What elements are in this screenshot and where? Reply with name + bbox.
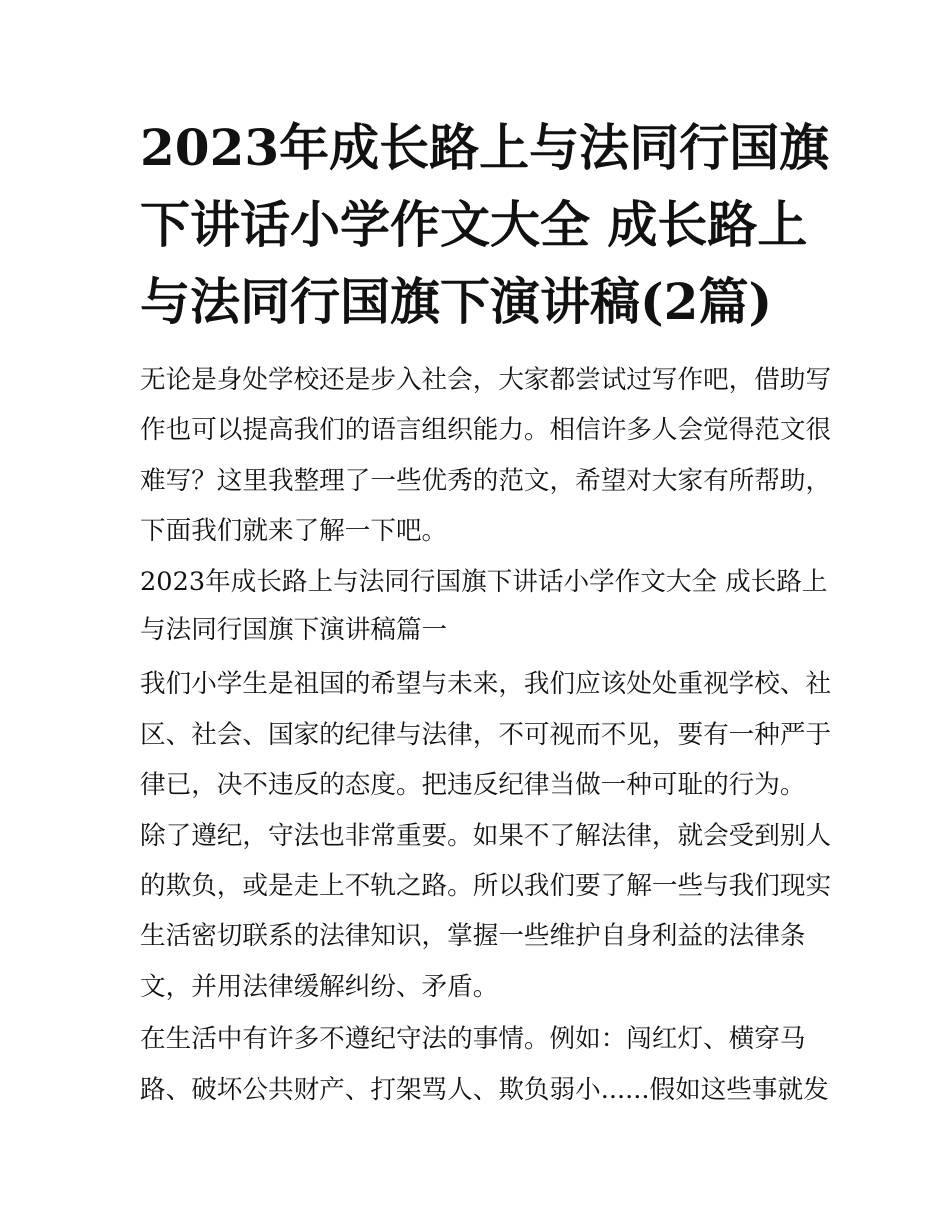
body-line: 作也可以提高我们的语言组织能力。相信许多人会觉得范文很 <box>140 415 832 445</box>
body-line: 除了遵纪，守法也非常重要。如果不了解法律，就会受到别人 <box>140 821 832 851</box>
body-line: 生活密切联系的法律知识，掌握一些维护自身利益的法律条 <box>140 921 806 951</box>
body-line: 我们小学生是祖国的希望与未来，我们应该处处重视学校、社 <box>140 669 832 699</box>
section-heading-line: 2023年成长路上与法同行国旗下讲话小学作文大全 成长路上 <box>140 567 828 597</box>
body-line: 文，并用法律缓解纠纷、矛盾。 <box>140 972 499 1002</box>
title-line-3: 与法同行国旗下演讲稿(2篇) <box>140 272 773 331</box>
section-heading-line: 与法同行国旗下演讲稿篇一 <box>140 615 448 645</box>
body-line: 律已，决不违反的态度。把违反纪律当做一种可耻的行为。 <box>140 770 806 800</box>
title-line-2: 下讲话小学作文大全 成长路上 <box>140 195 808 254</box>
body-line: 区、社会、国家的纪律与法律，不可视而不见，要有一种严于 <box>140 720 832 750</box>
body-line: 下面我们就来了解一下吧。 <box>140 516 448 546</box>
body-line: 无论是身处学校还是步入社会，大家都尝试过写作吧，借助写 <box>140 365 832 395</box>
body-line: 在生活中有许多不遵纪守法的事情。例如：闯红灯、横穿马 <box>140 1024 806 1054</box>
body-line: 的欺负，或是走上不轨之路。所以我们要了解一些与我们现实 <box>140 871 832 901</box>
body-line: 难写？这里我整理了一些优秀的范文，希望对大家有所帮助， <box>140 466 832 496</box>
title-line-1: 2023年成长路上与法同行国旗 <box>140 118 830 177</box>
body-line: 路、破坏公共财产、打架骂人、欺负弱小......假如这些事就发 <box>140 1075 829 1105</box>
